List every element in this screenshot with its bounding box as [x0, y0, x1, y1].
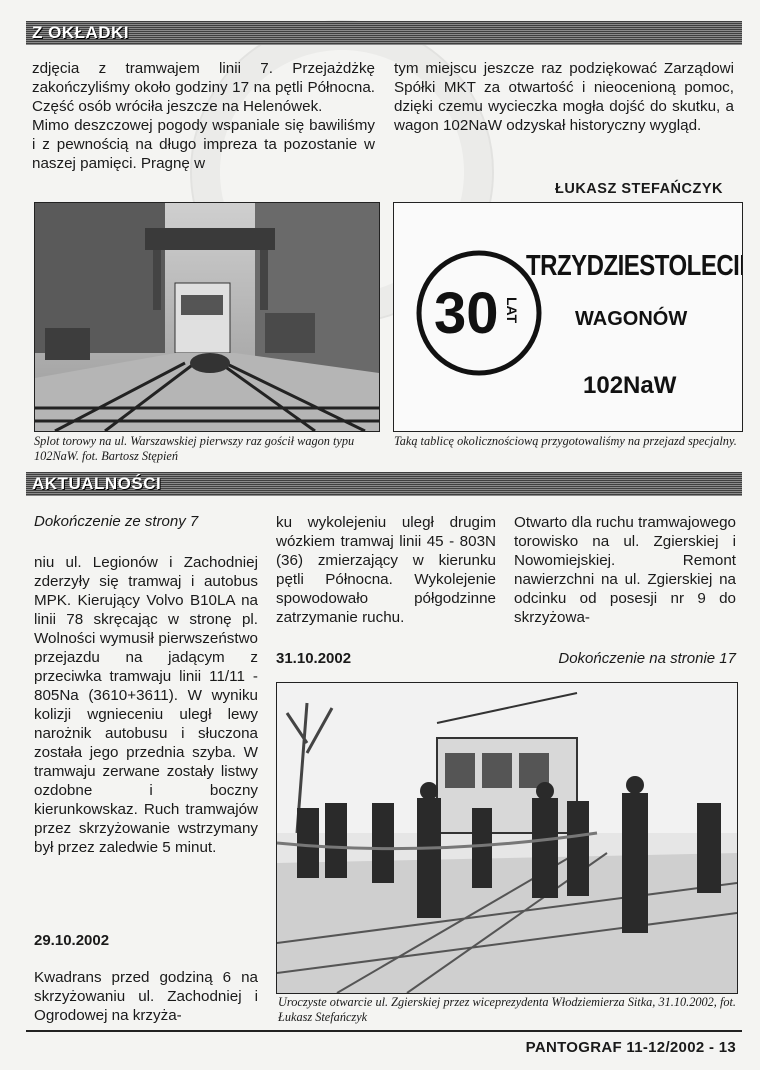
footer-page-label: PANTOGRAF 11-12/2002 - 13 [525, 1039, 736, 1056]
paragraph: Otwarto dla ruchu tramwajowego torowisko na ul. Zgierskiej i Nowomiejskiej. Remont nawierzchni na ul. Zgierskiej na odcinku od posesji nr 9 do skrzyżowa- [514, 514, 737, 626]
news-date: 31.10.2002 [276, 650, 352, 667]
paragraph: Mimo deszczowej pogody wspaniale się bawiliśmy i z pewnością na długo impreza ta pozostanie w naszej pamięci. Pragnę w [32, 117, 375, 172]
anniversary-plaque [393, 202, 743, 432]
paragraph: tym miejscu jeszcze raz podziękować Zarządowi Spółki MKT za otwartość i nieocenioną pomoc, dzięki czemu wycieczka mogła dojść do skutku, a wagon 102NaW odzyskał historyczny wygląd. [394, 60, 734, 134]
plaque-number: 30 [434, 281, 499, 346]
paragraph: Kwadrans przed godziną 6 na skrzyżowaniu ul. Zachodniej i Ogrodowej na krzyża- [34, 969, 258, 1024]
photo-opening-ceremony [276, 682, 738, 994]
footer-rule [26, 1030, 742, 1032]
continued-from: Dokończenie ze strony 7 [34, 513, 199, 530]
news-column-1 [34, 553, 258, 857]
paragraph: ku wykolejeniu uległ drugim wózkiem tramwaj linii 45 - 803N (36) zmierzający w kierunku pętli Północna. Wykolejenie spowodowało półgodzinne zatrzymanie ruchu. [276, 514, 496, 626]
news-column-1-continued [34, 968, 258, 1025]
continued-to: Dokończenie na stronie 17 [558, 650, 736, 667]
section-title: AKTUALNOŚCI [32, 474, 162, 493]
photo-caption: Splot torowy na ul. Warszawskiej pierwszy raz gościł wagon typu 102NaW. fot. Bartosz Stępień [34, 434, 355, 463]
paragraph: zdjęcia z tramwajem linii 7. Przejażdżkę zakończyliśmy około godziny 17 na pętli Północna. Część osób wróciła jeszcze na Helenówek. [32, 60, 375, 115]
article-column-2 [394, 59, 734, 135]
section-header-z-okladki [26, 21, 742, 45]
section-header-aktualnosci [26, 472, 742, 496]
plaque-line-3: 102NaW [583, 372, 677, 399]
author-name: ŁUKASZ STEFAŃCZYK [555, 181, 723, 197]
plaque-caption: Taką tablicę okolicznościową przygotowaliśmy na przejazd specjalny. [394, 434, 737, 448]
photo-tram-track-junction [34, 202, 380, 432]
news-date: 29.10.2002 [34, 932, 110, 949]
paragraph: niu ul. Legionów i Zachodniej zderzyły się tramwaj i autobus MPK. Kierujący Volvo B10LA na linii 78 skręcając w stronę pl. Wolności wymusił pierwszeństwo przejazdu na jadącym z przeciwka tramwaju linii 11/11 - 805Na (3610+3611). W wyniku kolizji wgnieceniu uległ lewy narożnik autobusu i słuczona została jego przednia szyba. W tramwaju zerwane zostały listwy ozdobne i boczny kierunkowskaz. Ruch tramwajów przez skrzyżowanie wstrzymany był przez zaledwie 5 minut. [34, 554, 258, 856]
section-title: Z OKŁADKI [32, 23, 130, 42]
article-column-1 [32, 59, 375, 173]
photo-caption: Uroczyste otwarcie ul. Zgierskiej przez wiceprezydenta Włodziemierza Sitka, 31.10.2002, fot. Łukasz Stefańczyk [278, 995, 736, 1024]
news-column-3 [514, 513, 736, 627]
news-column-2 [276, 513, 496, 627]
plaque-line-2: WAGONÓW [575, 308, 688, 330]
plaque-line-1: TRZYDZIESTOLECIE [526, 248, 742, 282]
plaque-lat: LAT [504, 297, 520, 324]
